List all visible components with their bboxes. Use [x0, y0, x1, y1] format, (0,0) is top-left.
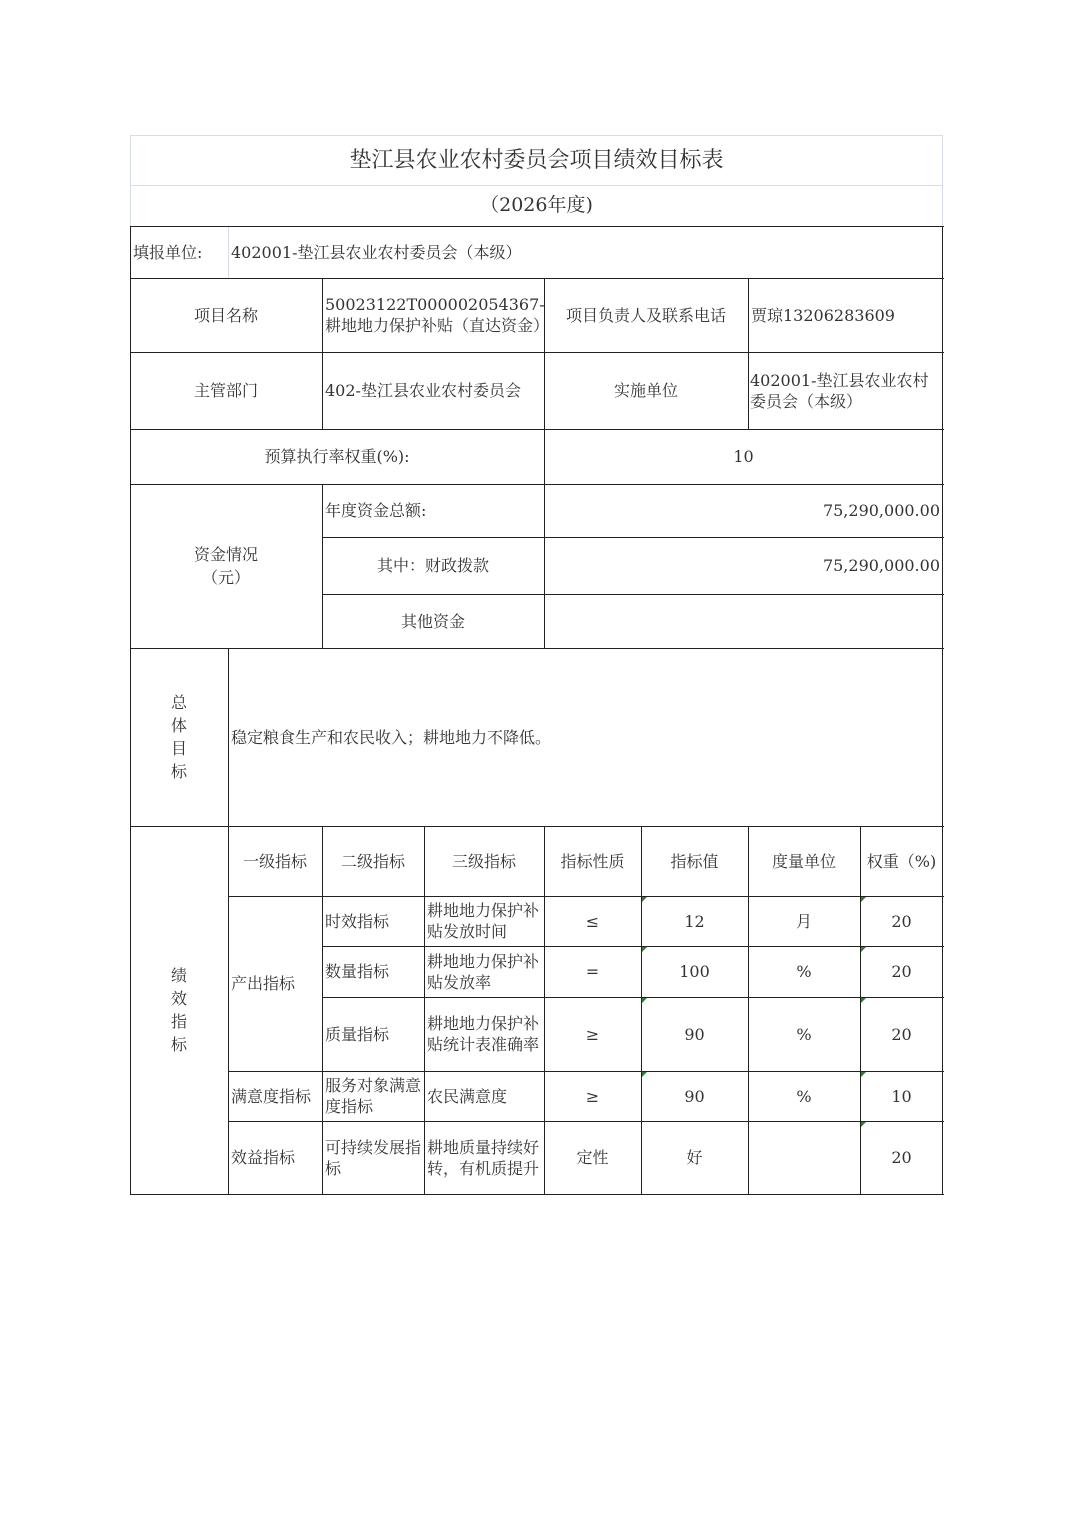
grid-line: [544, 826, 545, 1194]
grid-line: [860, 826, 861, 1194]
grid-line: [424, 826, 425, 1194]
impl-unit-value: 402001-垫江县农业农村委员会（本级）: [750, 370, 929, 411]
level1-benefit: 效益指标: [231, 1148, 296, 1167]
overall-goal-label: [130, 648, 228, 826]
grid-line: [130, 648, 944, 649]
contact-label: 项目负责人及联系电话: [565, 305, 726, 325]
indicators-char: 标: [170, 1035, 187, 1054]
project-name-value: 50023122T000002054367-耕地地力保护补贴（直达资金）: [325, 295, 550, 335]
indicator-weight: 20: [891, 1148, 912, 1167]
funds-label-line1: 资金情况: [193, 545, 258, 564]
header-level3: 三级指标: [451, 851, 516, 871]
indicator-weight: 10: [891, 1086, 912, 1106]
header-unit: 度量单位: [771, 851, 836, 871]
indicator-weight: 20: [891, 1024, 912, 1044]
grid-line: [228, 1071, 944, 1072]
indicator-value: 90: [684, 1024, 705, 1044]
indicator-unit: %: [796, 1024, 812, 1044]
funds-label: [130, 484, 322, 648]
fiscal-allocation-value: 75,290,000.00: [822, 556, 940, 575]
overall-goal-char: 体: [170, 716, 187, 735]
grid-line: [544, 278, 545, 648]
grid-line: [748, 826, 749, 1194]
indicator-unit: 月: [795, 911, 812, 931]
budget-weight-value: 10: [733, 447, 754, 466]
dept-value: 402-垫江县农业农村委员会: [325, 381, 521, 400]
grid-line: [641, 826, 642, 1194]
header-value: 指标值: [670, 851, 719, 871]
indicator-nature: ≥: [585, 1024, 600, 1044]
indicator-value: 90: [684, 1086, 705, 1106]
budget-weight-label: 预算执行率权重(%):: [264, 447, 410, 466]
indicator-level2: 时效指标: [325, 911, 390, 931]
grid-line: [130, 185, 943, 186]
indicator-level3: 农民满意度: [427, 1086, 508, 1106]
overall-goal-char: 总: [170, 693, 187, 712]
other-funds-label: 其他资金: [400, 611, 465, 631]
indicators-char: 指: [170, 1012, 187, 1031]
indicator-level3: 耕地地力保护补贴发放时间: [427, 901, 540, 941]
reporting-unit-label: 填报单位:: [133, 242, 203, 262]
grid-line: [130, 278, 944, 279]
overall-goal-text: 稳定粮食生产和农民收入；耕地地力不降低。: [231, 727, 552, 747]
indicator-value: 好: [686, 1148, 703, 1167]
header-level2: 二级指标: [340, 851, 405, 871]
indicator-level3: 耕地地力保护补贴发放率: [427, 951, 540, 992]
indicator-weight: 20: [891, 962, 912, 981]
grid-line: [130, 135, 131, 226]
grid-line: [130, 226, 944, 227]
grid-line: [322, 278, 323, 429]
fiscal-allocation-label: 其中：财政拨款: [376, 556, 489, 575]
grid-line: [130, 484, 944, 485]
annual-total-label: 年度资金总额:: [325, 501, 427, 520]
indicator-weight: 20: [891, 911, 912, 931]
level1-output: 产出指标: [231, 974, 296, 993]
indicators-char: 绩: [170, 966, 187, 985]
indicator-value: 100: [679, 962, 710, 981]
indicator-level3: 耕地地力保护补贴统计表准确率: [427, 1014, 540, 1054]
grid-line: [322, 997, 944, 998]
header-level1: 一级指标: [242, 851, 307, 871]
indicator-unit: %: [796, 1086, 812, 1106]
header-weight: 权重（%): [866, 851, 937, 871]
other-funds-value: [544, 594, 943, 648]
indicator-nature: ≥: [585, 1086, 600, 1106]
annual-total-value: 75,290,000.00: [822, 501, 940, 520]
level1-satisfaction: 满意度指标: [231, 1086, 312, 1106]
reporting-unit-value: 402001-垫江县农业农村委员会（本级）: [231, 242, 522, 262]
grid-line: [228, 896, 944, 897]
year-subtitle: （2026年度): [480, 194, 593, 216]
grid-line: [322, 946, 944, 947]
grid-line: [322, 594, 944, 595]
contact-value: 贾琼13206283609: [751, 305, 895, 325]
grid-line: [322, 826, 323, 1194]
indicators-label: [130, 826, 228, 1194]
indicators-char: 效: [170, 989, 187, 1008]
dept-label: 主管部门: [193, 381, 258, 400]
indicator-nature: 定性: [576, 1148, 609, 1167]
indicator-level2: 数量指标: [325, 962, 390, 981]
indicator-level2: 质量指标: [325, 1024, 390, 1044]
indicator-level2: 服务对象满意度指标: [325, 1076, 422, 1116]
grid-line: [322, 537, 944, 538]
grid-line: [130, 352, 944, 353]
grid-line: [228, 226, 229, 278]
grid-line: [942, 226, 943, 1194]
indicator-nature: ≤: [585, 911, 600, 931]
grid-line: [130, 135, 943, 136]
grid-line: [228, 1121, 944, 1122]
grid-line: [748, 278, 749, 429]
impl-unit-label: 实施单位: [613, 381, 678, 400]
funds-label-line2: （元）: [201, 568, 250, 587]
indicator-unit: [748, 1121, 860, 1194]
page-title: 垫江县农业农村委员会项目绩效目标表: [349, 147, 724, 173]
indicator-level2: 可持续发展指标: [325, 1137, 422, 1178]
overall-goal-char: 目: [170, 739, 187, 758]
grid-line: [228, 648, 229, 1194]
grid-line: [942, 135, 943, 226]
indicator-level3: 耕地质量持续好转，有机质提升: [427, 1137, 540, 1178]
grid-line: [130, 429, 944, 430]
grid-line: [130, 226, 131, 1194]
project-name-label: 项目名称: [193, 305, 258, 325]
grid-line: [130, 826, 944, 827]
indicator-value: 12: [684, 911, 705, 931]
indicator-nature: =: [585, 962, 600, 981]
header-nature: 指标性质: [560, 851, 625, 871]
grid-line: [322, 484, 323, 648]
grid-line: [130, 1194, 944, 1195]
overall-goal-char: 标: [170, 762, 187, 781]
indicator-unit: %: [796, 962, 812, 981]
